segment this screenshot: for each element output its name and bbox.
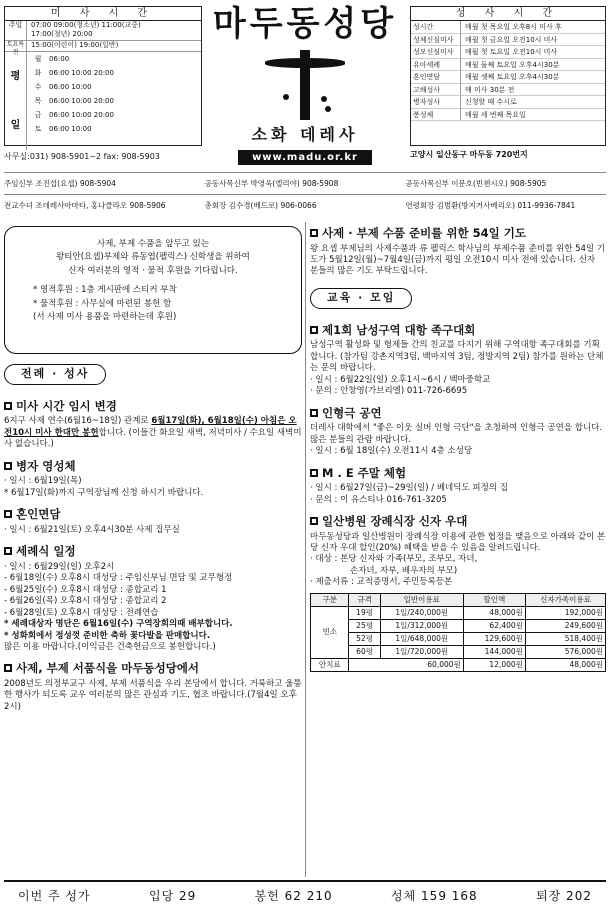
mass-times-box [4,6,202,146]
square-icon [4,547,12,555]
square-icon [4,462,12,470]
sacrament-row: 성모신심미사 매월 첫 토요일 오전10시 미사 [411,46,605,59]
table-row: 안치료 60,000원 12,000원 48,000원 [311,658,606,671]
sacrament-times-title: 성 사 시 간 [411,7,605,21]
sacrament-row: 고해성사 매 미사 30분 전 [411,84,605,97]
staff-row: 주임신부 조진섭(요셉) 908-5904 공동사목신부 박영욱(엘리야) 908-5908 공동사목신부 이문호(빈첸시오) 908-5905 [4,172,606,194]
table-row: 빈소 19평 1일/240,000원 48,000원 192,000원 [311,606,606,619]
sacrament-row: 유아세례 매월 둘째 토요일 오후4시30분 [411,59,605,72]
section-title-me-weekend: M . E 주말 체험 [310,466,606,482]
sacrament-row: 혼인면담 매월 셋째 토요일 오후4시30분 [411,71,605,84]
sacrament-times-box [410,6,606,146]
patron-saint: 소화 데레사 [251,125,359,144]
table-row: 52평 1일/648,000원 129,600원 518,400원 [311,632,606,645]
mass-row-sunday: 주일 07:00 09:00(청소년) 11:00(교중) 17:00(청년) 20:00 [5,21,201,41]
column-divider [305,222,306,877]
support-notice-box: 사제, 부제 수품을 앞두고 있는 왕티안(요셉)부제와 류동엽(펠릭스) 신학생을 위하여 신자 여러분의 영적 · 물적 후원을 기다립니다. * 영적후원 : 1층 게시판에 스티커 부착 * 물적후원 : 사무실에 마련된 봉헌 함 (서 사제 미사 용품을 마련하는데 후원) [4,226,302,354]
section-title-football: 제1회 남성구역 대항 족구대회 [310,323,606,339]
funeral-fee-table [310,593,606,672]
staff-row: 전교수녀 조데레사아마타, 홍나클라오 908-5906 총회장 김수경(베드로) 906-0066 연령회장 김범환(방지거사베리오) 011-9936-7841 [4,194,606,216]
mass-times-title: 미 사 시 간 [5,7,201,21]
section-title-puppet-show: 인형극 공연 [310,406,606,422]
square-icon [4,664,12,672]
square-icon [4,510,12,518]
cross-icon [255,50,355,120]
section-title-baptism: 세례식 일정 [4,544,302,560]
website-link[interactable]: www.madu.or.kr [238,150,372,166]
square-icon [310,229,318,237]
weekday-mass-times: 평 일 월 06:00 화 06:00 10:00 20:00 수 06:00 10:00 목 06:00 10:00 20:00 금 06:00 10:00 20:00 토 06:00 10:00 [5,52,201,150]
weekday-row: 금 06:00 10:00 20:00 [34,111,114,119]
section-title-ordination: 사제, 부제 서품식을 마두동성당에서 [4,661,302,677]
parish-address: 고양시 일산동구 마두동 720번지 [410,150,528,159]
square-icon [310,469,318,477]
square-icon [310,326,318,334]
weekday-row: 수 06:00 10:00 [34,83,92,91]
right-column: 사제 · 부제 수품 준비를 위한 54일 기도 왕 요셉 부제님의 사제수품과 류 펠릭스 학사님의 부제수품 준비를 위한 54일 기도가 5월12일(월)~7월4일(금)까지 평일 오전10시 미사 전에 있습니다. 신자 분들의 많은 기도 부탁드립니다. 교육 · 모임 제1회 남성구역 대항 족구대회 남성구역 활성화 및 형제들 간의 친교를 다지기 위해 구역대항 족구대회를 기획합니다. (참가팀 강촌지역3팀, 백마지역 3팀, 정발지역 2팀) 참가를 원하는 단체는 문의 바랍니다. · 일시 : 6월22일(일) 오후1시~6시 / 백마중학교 · 문의 : 안창영(가브리엘) 011-726-6695 인형극 공연 더레사 대학에서 "좋은 이웃 실버 인형 극단"을 초청하여 인형극 공연을 합니다. 많은 분들의 관람 바랍니다. · 일시 : 6월 18일(수) 오전11시 4층 소성당 M . E 주말 체험 · 일시 : 6월27일(금)~29일(일) / 베네딕도 피정의 집 · 문의 : 이 유스티나 016-761-3205 일산병원 장례식장 신자 우대 마두동성당과 일산병원이 장례식장 이용에 관한 협정을 맺음으로 아래와 같이 본당 신자 우대 할인(20%) 혜택을 받을 수 있음을 알려드립니다. · 대상 : 본당 신자와 가족(부모, 조부모, 자녀, 손자녀, 자부, 배우자의 부모) · 제출서류 : 교적증명서, 주민등록등본 구분 규격 일반이용료 할인액 신자가족이용료 빈소 19평 1일/240,000원 48,000원 192,000원 25평 1일/312,000원 62,400원 249,600원 52평 1일/648,000원 129,600원 518,400원 60평 1일/720,000원 144,000원 576,000원 안치료 60,000원 12,000원 48,000원 [310,222,606,672]
weekday-row: 토 06:00 10:00 [34,125,92,133]
section-title-marriage-interview: 혼인면담 [4,507,302,523]
section-label-liturgy: 전례 · 성사 [4,364,106,385]
parish-masthead [205,4,405,169]
parish-name: 마두동성당 [212,4,398,44]
table-row: 25평 1일/312,000원 62,400원 249,600원 [311,619,606,632]
weekday-row: 목 06:00 10:00 20:00 [34,97,114,105]
sacrament-row: 병자성사 신청할 때 수시로 [411,96,605,109]
table-header-row: 구분 규격 일반이용료 할인액 신자가족이용료 [311,593,606,606]
bulletin-header [0,0,610,170]
section-title-mass-change: 미사 시간 임시 변경 [4,399,302,415]
square-icon [310,409,318,417]
hymn-footer: 이번 주 성가 입당 29 봉헌 62 210 성체 159 168 퇴장 202 [4,880,606,910]
square-icon [4,402,12,410]
section-label-education: 교육 · 모임 [310,288,412,309]
staff-directory [4,172,606,216]
weekday-row: 월 06:00 [34,55,70,63]
sacrament-row: 성시간 매월 첫 목요일 오후8시 미사 후 [411,21,605,34]
table-row: 60평 1일/720,000원 144,000원 576,000원 [311,645,606,658]
left-column: 사제, 부제 수품을 앞두고 있는 왕티안(요셉)부제와 류동엽(펠릭스) 신학생을 위하여 신자 여러분의 영적 · 물적 후원을 기다립니다. * 영적후원 : 1층 게시판에 스티커 부착 * 물적후원 : 사무실에 마련된 봉헌 함 (서 사제 미사 용품을 마련하는데 후원) 전례 · 성사 미사 시간 임시 변경 6지구 사제 연수(6월16~18일) 관계로 6월17일(화), 6월18일(수) 아침은 오전10시 미사 한대만 봉헌합니다. (이들간 화요일 새벽, 저녁미사 / 수요일 새벽미사 없습니다.) 병자 영성체 · 일시 : 6월19일(목) * 6월17일(화)까지 구역장님께 신청 하시기 바랍니다. 혼인면담 · 일시 : 6월21일(토) 오후4시30분 사제 집무실 세례식 일정 · 일시 : 6월29일(일) 오후2시 - 6월18일(수) 오후8시 대성당 : 주임신부님 면담 및 교무형정 - 6월25일(수) 오후8시 대성당 : 종합교리 1 - 6월26일(목) 오후8시 대성당 : 종합교리 2 - 6월28일(토) 오후8시 대성당 : 전례연습 * 세례대상자 명단은 6월16일(수) 구역장회의때 배부합니다. * 성화회에서 정성껏 준비한 축하 꽃다발을 판매합니다. 많은 이용 바랍니다.(이익금은 건축헌금으로 봉헌합니다.) 사제, 부제 서품식을 마두동성당에서 2008년도 의정부교구 사제, 부제 서품식을 우리 본당에서 합니다. 거룩하고 울퉁한 행사가 되도록 교우 여러분의 많은 관심과 기도, 협조 바랍니다.(7월4일 오후2시) [4,222,302,713]
section-title-prayer: 사제 · 부제 수품 준비를 위한 54일 기도 [310,226,606,242]
office-phone: 사무실:031) 908-5901~2 fax: 908-5903 [4,152,160,161]
sacrament-row: 봉성체 매월 세 번째 목요일 [411,109,605,122]
weekday-row: 화 06:00 10:00 20:00 [34,69,114,77]
sacrament-row: 성체신심미사 매월 첫 금요일 오전10시 미사 [411,34,605,47]
square-icon [310,517,318,525]
mass-row-saturday: 토요특전 15:00(어린이) 19:00(일반) [5,41,201,52]
section-title-sick-communion: 병자 영성체 [4,459,302,475]
section-title-funeral-hall: 일산병원 장례식장 신자 우대 [310,514,606,530]
